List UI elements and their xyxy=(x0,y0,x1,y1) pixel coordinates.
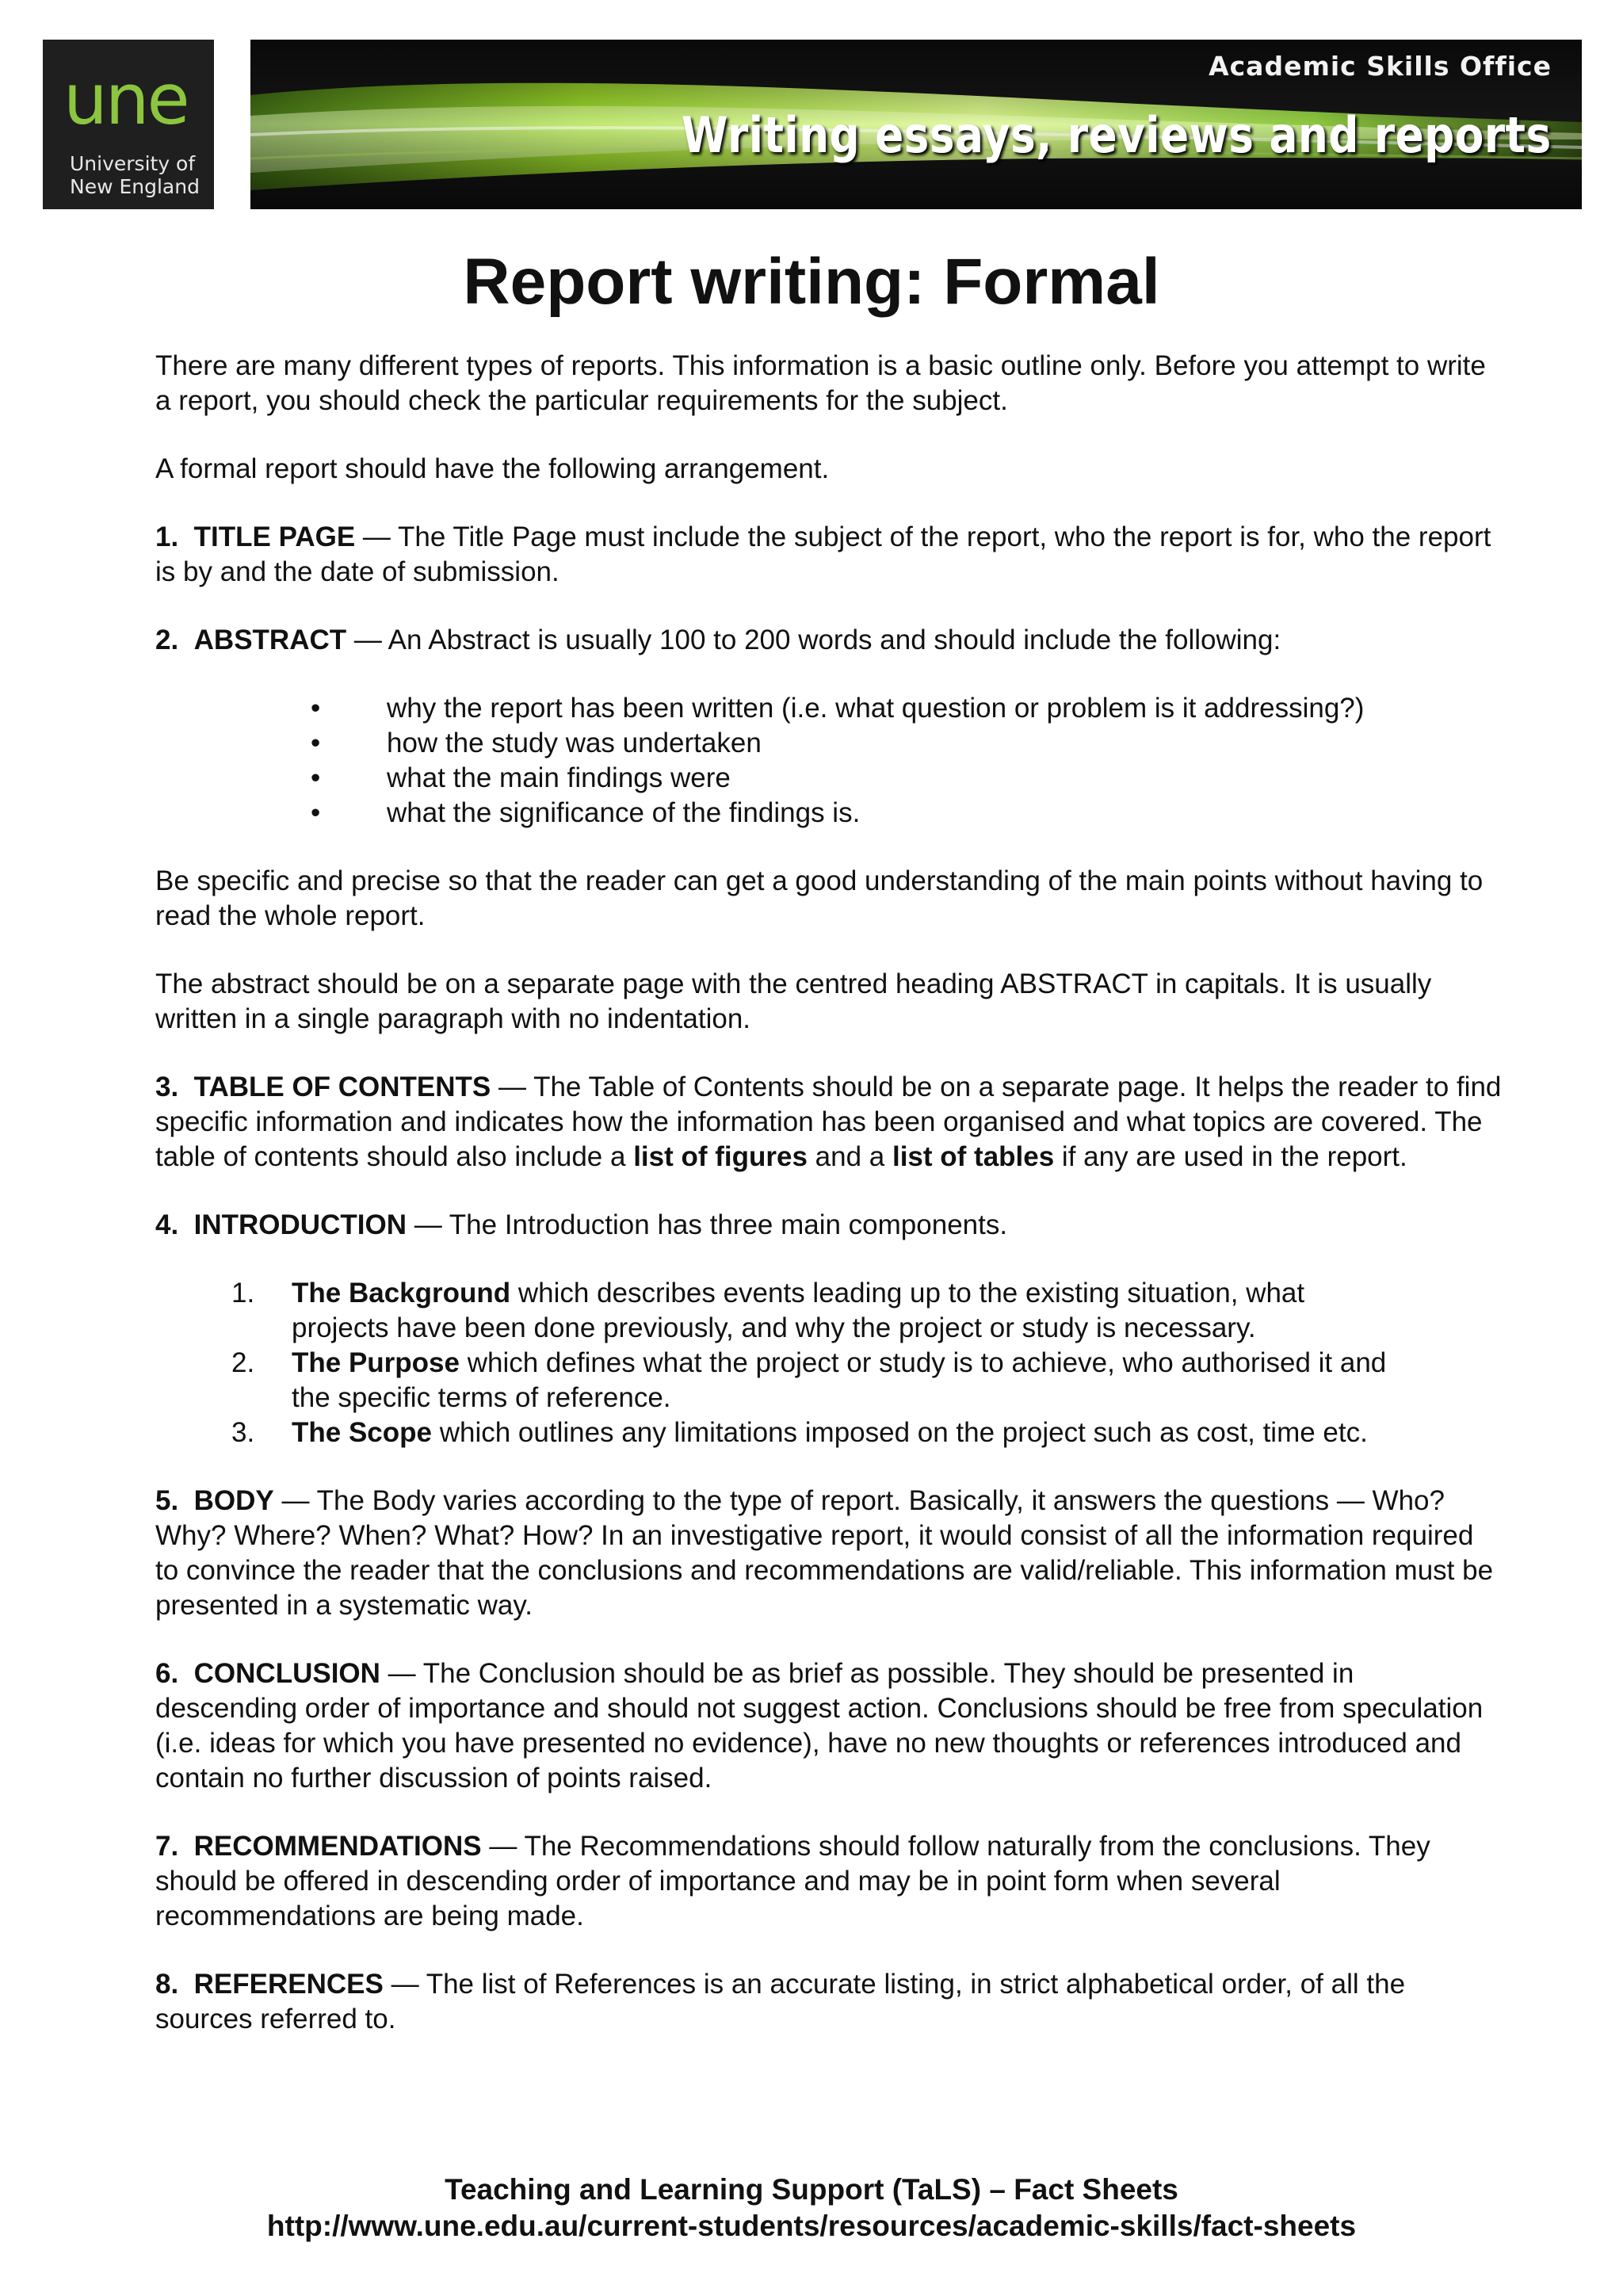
section-heading: CONCLUSION xyxy=(193,1658,380,1689)
section-text: if any are used in the report. xyxy=(1054,1141,1407,1172)
section-number: 8. xyxy=(155,1969,179,2000)
list-item xyxy=(155,1415,1503,1450)
list-item-text: which outlines any limitations imposed on the project such as cost, time etc. xyxy=(431,1417,1368,1448)
footer-url-link[interactable]: http://www.une.edu.au/current-students/resources/academic-skills/fact-sheets xyxy=(266,2210,1357,2242)
section-text: — An Abstract is usually 100 to 200 words and should include the following: xyxy=(346,625,1281,655)
section-references xyxy=(155,1967,1503,2037)
arrangement-paragraph: A formal report should have the following arrangement. xyxy=(155,453,830,484)
abstract-paragraph-2: Be specific and precise so that the reader can get a good understanding of the main points without having to read the whole report. xyxy=(155,865,1484,931)
list-item-text: which defines what the project or study is to achieve, who authorised it and the specific terms of reference. xyxy=(292,1347,1387,1413)
section-number: 6. xyxy=(155,1658,179,1689)
logo-name-line1: University of xyxy=(70,152,196,175)
section-number: 2. xyxy=(155,625,179,655)
section-body xyxy=(155,1484,1503,1623)
section-heading: TITLE PAGE xyxy=(193,521,356,552)
list-item-number: 3. xyxy=(231,1417,255,1448)
section-number: 1. xyxy=(155,521,179,552)
introduction-component-list xyxy=(155,1276,1503,1450)
banner-office-name: Academic Skills Office xyxy=(1209,51,1552,82)
section-text: — The Title Page must include the subject of the report, who the report is for, who the report is by and the date of submission. xyxy=(155,521,1491,587)
section-number: 5. xyxy=(155,1485,179,1516)
list-item-text: which describes events leading up to the existing situation, what projects have been done previously, and why the project or study is necessary. xyxy=(292,1278,1305,1343)
section-heading: RECOMMENDATIONS xyxy=(193,1831,482,1862)
section-recommendations xyxy=(155,1829,1503,1934)
header-banner xyxy=(250,40,1582,209)
list-item-text: why the report has been written (i.e. what question or problem is it addressing?) xyxy=(387,693,1365,724)
section-introduction xyxy=(155,1208,1503,1243)
section-heading: REFERENCES xyxy=(193,1969,384,2000)
section-text: — The list of References is an accurate listing, in strict alphabetical order, of all the sources referred to. xyxy=(155,1969,1406,2034)
intro-paragraph: There are many different types of reports. This information is a basic outline only. Before you attempt to write a report, you should check the particular requirements for the subject. xyxy=(155,350,1486,416)
logo-mark: une xyxy=(63,59,188,140)
bullet-icon: • xyxy=(311,693,321,724)
list-item-term: The Scope xyxy=(292,1417,432,1448)
bullet-icon: • xyxy=(311,728,321,758)
list-item xyxy=(155,796,1503,831)
section-abstract xyxy=(155,623,1503,658)
section-number: 7. xyxy=(155,1831,179,1862)
section-number: 3. xyxy=(155,1072,179,1102)
section-heading: INTRODUCTION xyxy=(193,1209,407,1240)
logo-name-line2: New England xyxy=(70,175,200,198)
bullet-icon: • xyxy=(311,797,321,828)
list-item-text: what the significance of the findings is. xyxy=(387,797,861,828)
banner-title: Writing essays, reviews and reports xyxy=(682,106,1552,164)
list-item xyxy=(155,691,1503,726)
list-item-text: how the study was undertaken xyxy=(387,728,762,758)
section-text: and a xyxy=(807,1141,892,1172)
list-item xyxy=(155,1276,1503,1346)
list-item xyxy=(155,1346,1503,1415)
page-title: Report writing: Formal xyxy=(463,246,1160,318)
list-item xyxy=(155,761,1503,796)
page-footer xyxy=(0,2172,1623,2244)
footer-series-title: Teaching and Learning Support (TaLS) – Fact Sheets xyxy=(445,2173,1178,2206)
bullet-icon: • xyxy=(311,762,321,793)
list-item-number: 1. xyxy=(231,1278,255,1308)
document-body xyxy=(155,349,1503,2070)
logo-university-name xyxy=(70,152,212,198)
section-text: — The Introduction has three main components. xyxy=(406,1209,1008,1240)
section-conclusion xyxy=(155,1656,1503,1796)
list-item xyxy=(155,726,1503,761)
list-item-number: 2. xyxy=(231,1347,255,1378)
section-text: — The Table of Contents should be on a separate page. It helps the reader to find specific information and indicates how the information has been organised and what topics are covered. The table of contents should also include a xyxy=(155,1072,1502,1172)
emphasis-list-of-tables: list of tables xyxy=(892,1141,1055,1172)
section-heading: ABSTRACT xyxy=(193,625,347,655)
section-table-of-contents xyxy=(155,1070,1503,1175)
section-text: — The Body varies according to the type of report. Basically, it answers the questions — Who? Why? Where? When? What? How? In an investigative report, it would consist of all the information required to convince the reader that the conclusions and recommendations are valid/reliable. This information must be presented in a systematic way. xyxy=(155,1485,1494,1621)
une-logo xyxy=(43,40,214,209)
section-number: 4. xyxy=(155,1209,179,1240)
abstract-paragraph-3: The abstract should be on a separate page with the centred heading ABSTRACT in capitals. It is usually written in a single paragraph with no indentation. xyxy=(155,968,1432,1034)
emphasis-list-of-figures: list of figures xyxy=(633,1141,808,1172)
section-heading: BODY xyxy=(193,1485,274,1516)
section-text: — The Conclusion should be as brief as possible. They should be presented in descending order of importance and should not suggest action. Conclusions should be free from speculation (i.e. ideas for which you have presented no evidence), have no new thoughts or references introduced and contain no further discussion of points raised. xyxy=(155,1658,1484,1794)
section-title-page xyxy=(155,520,1503,590)
list-item-term: The Purpose xyxy=(292,1347,460,1378)
section-text: — The Recommendations should follow naturally from the conclusions. They should be offered in descending order of importance and may be in point form when several recommendations are being made. xyxy=(155,1831,1430,1931)
list-item-text: what the main findings were xyxy=(387,762,731,793)
abstract-bullet-list xyxy=(155,691,1503,831)
section-heading: TABLE OF CONTENTS xyxy=(193,1072,491,1102)
list-item-term: The Background xyxy=(292,1278,511,1308)
